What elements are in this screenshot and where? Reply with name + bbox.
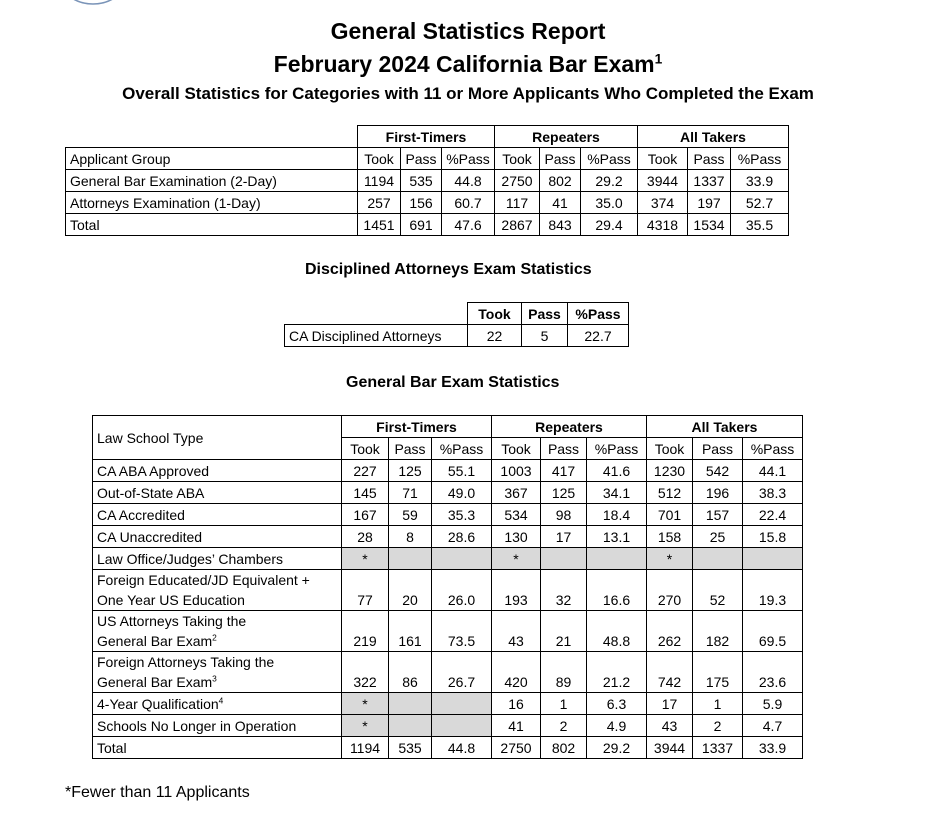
value-cell: 21 xyxy=(541,611,587,652)
table-row xyxy=(66,214,789,236)
column-header: %Pass xyxy=(442,148,495,170)
column-header: %Pass xyxy=(581,148,638,170)
value-cell: 691 xyxy=(401,214,442,236)
value-cell: 17 xyxy=(541,526,587,548)
value-cell: 262 xyxy=(647,611,693,652)
row-label-line1: Foreign Educated/JD Equivalent + xyxy=(97,572,310,588)
column-header: Took xyxy=(495,148,540,170)
value-cell: 47.6 xyxy=(442,214,495,236)
value-cell: 167 xyxy=(342,504,389,526)
row-label xyxy=(93,737,342,759)
row-label-line1: CA Unaccredited xyxy=(97,528,203,545)
value-cell: 16 xyxy=(492,693,541,715)
value-cell xyxy=(432,715,492,737)
value-cell xyxy=(389,715,432,737)
value-cell: 197 xyxy=(688,192,731,214)
subheader-row xyxy=(66,148,789,170)
value-cell: 742 xyxy=(647,652,693,693)
footnote-ref: 2 xyxy=(212,632,217,643)
value-cell: 16.6 xyxy=(587,570,647,611)
value-cell: 28.6 xyxy=(432,526,492,548)
value-cell: 2 xyxy=(693,715,743,737)
value-cell: 38.3 xyxy=(743,482,803,504)
value-cell: 125 xyxy=(541,482,587,504)
value-cell: 1194 xyxy=(342,737,389,759)
column-header: Pass xyxy=(522,303,568,325)
value-cell xyxy=(541,548,587,570)
row-label-line2: One Year US Education xyxy=(97,592,245,608)
value-cell xyxy=(693,548,743,570)
value-cell: 193 xyxy=(492,570,541,611)
value-cell: 1 xyxy=(693,693,743,715)
group-header: First-Timers xyxy=(358,126,495,148)
value-cell xyxy=(743,548,803,570)
row-label xyxy=(93,526,342,548)
value-cell: 86 xyxy=(389,652,432,693)
group-header: All Takers xyxy=(638,126,789,148)
value-cell: 1534 xyxy=(688,214,731,236)
value-cell: * xyxy=(342,693,389,715)
value-cell: 542 xyxy=(693,460,743,482)
column-header: Took xyxy=(342,438,389,460)
column-header: Pass xyxy=(541,438,587,460)
value-cell: 48.8 xyxy=(587,611,647,652)
row-label-line2: General Bar Exam xyxy=(97,633,213,649)
value-cell: 6.3 xyxy=(587,693,647,715)
value-cell: 535 xyxy=(389,737,432,759)
value-cell: 77 xyxy=(342,570,389,611)
value-cell xyxy=(432,548,492,570)
column-header: Took xyxy=(638,148,688,170)
row-label-line2: General Bar Exam xyxy=(97,674,213,690)
value-cell: 802 xyxy=(540,170,581,192)
overall-stats-table xyxy=(65,125,789,236)
value-cell: 1 xyxy=(541,693,587,715)
value-cell: 270 xyxy=(647,570,693,611)
value-cell: 43 xyxy=(492,611,541,652)
header-row xyxy=(285,303,629,325)
general-section-title: General Bar Exam Statistics xyxy=(346,374,560,391)
row-label xyxy=(93,652,342,693)
value-cell: 322 xyxy=(342,652,389,693)
column-header: Pass xyxy=(688,148,731,170)
value-cell: 35.5 xyxy=(731,214,789,236)
table-row xyxy=(93,548,803,570)
value-cell: 26.7 xyxy=(432,652,492,693)
value-cell: * xyxy=(342,715,389,737)
value-cell: 219 xyxy=(342,611,389,652)
column-header: Took xyxy=(358,148,401,170)
value-cell: 22 xyxy=(468,325,522,347)
value-cell: * xyxy=(647,548,693,570)
row-label: General Bar Examination (2-Day) xyxy=(66,170,358,192)
value-cell: 125 xyxy=(389,460,432,482)
value-cell: 8 xyxy=(389,526,432,548)
value-cell: 60.7 xyxy=(442,192,495,214)
value-cell: 227 xyxy=(342,460,389,482)
report-subtitle: Overall Statistics for Categories with 11 or More Applicants Who Completed the Exam xyxy=(122,84,814,103)
value-cell: 2 xyxy=(541,715,587,737)
value-cell: 4.9 xyxy=(587,715,647,737)
value-cell: * xyxy=(342,548,389,570)
value-cell: 2750 xyxy=(495,170,540,192)
value-cell: 35.0 xyxy=(581,192,638,214)
value-cell xyxy=(432,693,492,715)
value-cell: 117 xyxy=(495,192,540,214)
value-cell: 145 xyxy=(342,482,389,504)
table-row xyxy=(66,192,789,214)
column-header: %Pass xyxy=(432,438,492,460)
value-cell xyxy=(389,548,432,570)
disciplined-section-title: Disciplined Attorneys Exam Statistics xyxy=(305,261,592,278)
value-cell: 701 xyxy=(647,504,693,526)
column-header: Pass xyxy=(693,438,743,460)
row-label: Total xyxy=(66,214,358,236)
row-label-line1: Out-of-State ABA xyxy=(97,484,205,501)
value-cell: 55.1 xyxy=(432,460,492,482)
value-cell: 182 xyxy=(693,611,743,652)
row-header-label: Applicant Group xyxy=(66,148,358,170)
column-header: %Pass xyxy=(731,148,789,170)
value-cell: 5.9 xyxy=(743,693,803,715)
column-header: %Pass xyxy=(587,438,647,460)
value-cell: 420 xyxy=(492,652,541,693)
value-cell: 41 xyxy=(492,715,541,737)
value-cell: 175 xyxy=(693,652,743,693)
value-cell: 843 xyxy=(540,214,581,236)
row-label xyxy=(93,504,342,526)
row-label: Attorneys Examination (1-Day) xyxy=(66,192,358,214)
value-cell: 535 xyxy=(401,170,442,192)
row-label xyxy=(93,482,342,504)
value-cell: 32 xyxy=(541,570,587,611)
table-row xyxy=(93,737,803,759)
column-header: Took xyxy=(468,303,522,325)
row-label-line1: 4-Year Qualification xyxy=(97,695,219,712)
value-cell: 23.6 xyxy=(743,652,803,693)
value-cell: 22.4 xyxy=(743,504,803,526)
value-cell: 130 xyxy=(492,526,541,548)
group-header: Repeaters xyxy=(495,126,638,148)
value-cell: 25 xyxy=(693,526,743,548)
value-cell: 4.7 xyxy=(743,715,803,737)
value-cell: 28 xyxy=(342,526,389,548)
row-label xyxy=(93,715,342,737)
row-label-line1: CA ABA Approved xyxy=(97,462,210,479)
row-label-line1: Schools No Longer in Operation xyxy=(97,717,297,734)
row-label xyxy=(93,548,342,570)
table-row xyxy=(93,570,803,611)
value-cell: 20 xyxy=(389,570,432,611)
table-row xyxy=(285,325,629,347)
value-cell: 29.2 xyxy=(587,737,647,759)
value-cell: 512 xyxy=(647,482,693,504)
column-header: %Pass xyxy=(743,438,803,460)
value-cell: 22.7 xyxy=(568,325,629,347)
group-header: Repeaters xyxy=(492,416,647,438)
value-cell: 41.6 xyxy=(587,460,647,482)
value-cell: 29.2 xyxy=(581,170,638,192)
value-cell: 33.9 xyxy=(731,170,789,192)
footnote: *Fewer than 11 Applicants xyxy=(65,784,250,801)
table-row xyxy=(93,526,803,548)
value-cell: 802 xyxy=(541,737,587,759)
value-cell: 161 xyxy=(389,611,432,652)
footnote-ref: 1 xyxy=(654,51,663,67)
value-cell: 2867 xyxy=(495,214,540,236)
value-cell: 19.3 xyxy=(743,570,803,611)
value-cell: 44.1 xyxy=(743,460,803,482)
value-cell: 3944 xyxy=(647,737,693,759)
value-cell: 196 xyxy=(693,482,743,504)
value-cell: 1337 xyxy=(688,170,731,192)
value-cell: 17 xyxy=(647,693,693,715)
table-row xyxy=(93,460,803,482)
row-label-line1: Foreign Attorneys Taking the xyxy=(97,654,275,670)
header-row xyxy=(93,416,803,438)
column-header: Pass xyxy=(401,148,442,170)
row-label xyxy=(93,693,342,715)
column-header: Took xyxy=(647,438,693,460)
value-cell: 1194 xyxy=(358,170,401,192)
value-cell xyxy=(587,548,647,570)
value-cell: 4318 xyxy=(638,214,688,236)
column-header: %Pass xyxy=(568,303,629,325)
column-header: Pass xyxy=(389,438,432,460)
value-cell: 367 xyxy=(492,482,541,504)
value-cell: 69.5 xyxy=(743,611,803,652)
table-row xyxy=(93,611,803,652)
header-row xyxy=(66,126,789,148)
value-cell: 89 xyxy=(541,652,587,693)
table-row xyxy=(93,482,803,504)
row-header-label: Law School Type xyxy=(93,416,342,460)
group-header: All Takers xyxy=(647,416,803,438)
report-title: General Statistics Report xyxy=(330,18,606,44)
value-cell: 15.8 xyxy=(743,526,803,548)
value-cell: 73.5 xyxy=(432,611,492,652)
disciplined-stats-table xyxy=(284,302,629,347)
value-cell: 1003 xyxy=(492,460,541,482)
value-cell: 1451 xyxy=(358,214,401,236)
value-cell: 21.2 xyxy=(587,652,647,693)
value-cell: 156 xyxy=(401,192,442,214)
value-cell: 35.3 xyxy=(432,504,492,526)
value-cell: 59 xyxy=(389,504,432,526)
row-label-line1: US Attorneys Taking the xyxy=(97,613,247,629)
empty-corner-cell xyxy=(285,303,468,325)
row-label xyxy=(93,611,342,652)
group-header: First-Timers xyxy=(342,416,492,438)
value-cell: 71 xyxy=(389,482,432,504)
row-label xyxy=(93,460,342,482)
table-row xyxy=(66,170,789,192)
value-cell xyxy=(389,693,432,715)
value-cell: 44.8 xyxy=(442,170,495,192)
general-bar-stats-table xyxy=(92,415,803,759)
footnote-ref: 4 xyxy=(218,694,224,705)
report-exam-title: February 2024 California Bar Exam$^1$ xyxy=(273,51,663,77)
column-header: Pass xyxy=(540,148,581,170)
row-label-line1: Total xyxy=(97,739,127,756)
value-cell: 98 xyxy=(541,504,587,526)
empty-corner-cell xyxy=(66,126,358,148)
value-cell: 49.0 xyxy=(432,482,492,504)
value-cell: 13.1 xyxy=(587,526,647,548)
value-cell: 2750 xyxy=(492,737,541,759)
table-row xyxy=(93,693,803,715)
state-bar-seal-icon xyxy=(58,0,128,6)
value-cell: * xyxy=(492,548,541,570)
value-cell: 52 xyxy=(693,570,743,611)
value-cell: 44.8 xyxy=(432,737,492,759)
value-cell: 1230 xyxy=(647,460,693,482)
row-label xyxy=(93,570,342,611)
value-cell: 5 xyxy=(522,325,568,347)
table-row xyxy=(93,504,803,526)
value-cell: 417 xyxy=(541,460,587,482)
column-header: Took xyxy=(492,438,541,460)
value-cell: 41 xyxy=(540,192,581,214)
row-label: CA Disciplined Attorneys xyxy=(285,325,468,347)
value-cell: 33.9 xyxy=(743,737,803,759)
table-row xyxy=(93,715,803,737)
row-label-line1: Law Office/Judges’ Chambers xyxy=(97,550,283,567)
value-cell: 18.4 xyxy=(587,504,647,526)
value-cell: 29.4 xyxy=(581,214,638,236)
value-cell: 43 xyxy=(647,715,693,737)
value-cell: 158 xyxy=(647,526,693,548)
value-cell: 3944 xyxy=(638,170,688,192)
footnote-ref: 3 xyxy=(212,673,217,684)
value-cell: 52.7 xyxy=(731,192,789,214)
value-cell: 34.1 xyxy=(587,482,647,504)
value-cell: 374 xyxy=(638,192,688,214)
value-cell: 534 xyxy=(492,504,541,526)
row-label-line1: CA Accredited xyxy=(97,506,185,523)
value-cell: 257 xyxy=(358,192,401,214)
value-cell: 157 xyxy=(693,504,743,526)
value-cell: 1337 xyxy=(693,737,743,759)
value-cell: 26.0 xyxy=(432,570,492,611)
table-row xyxy=(93,652,803,693)
